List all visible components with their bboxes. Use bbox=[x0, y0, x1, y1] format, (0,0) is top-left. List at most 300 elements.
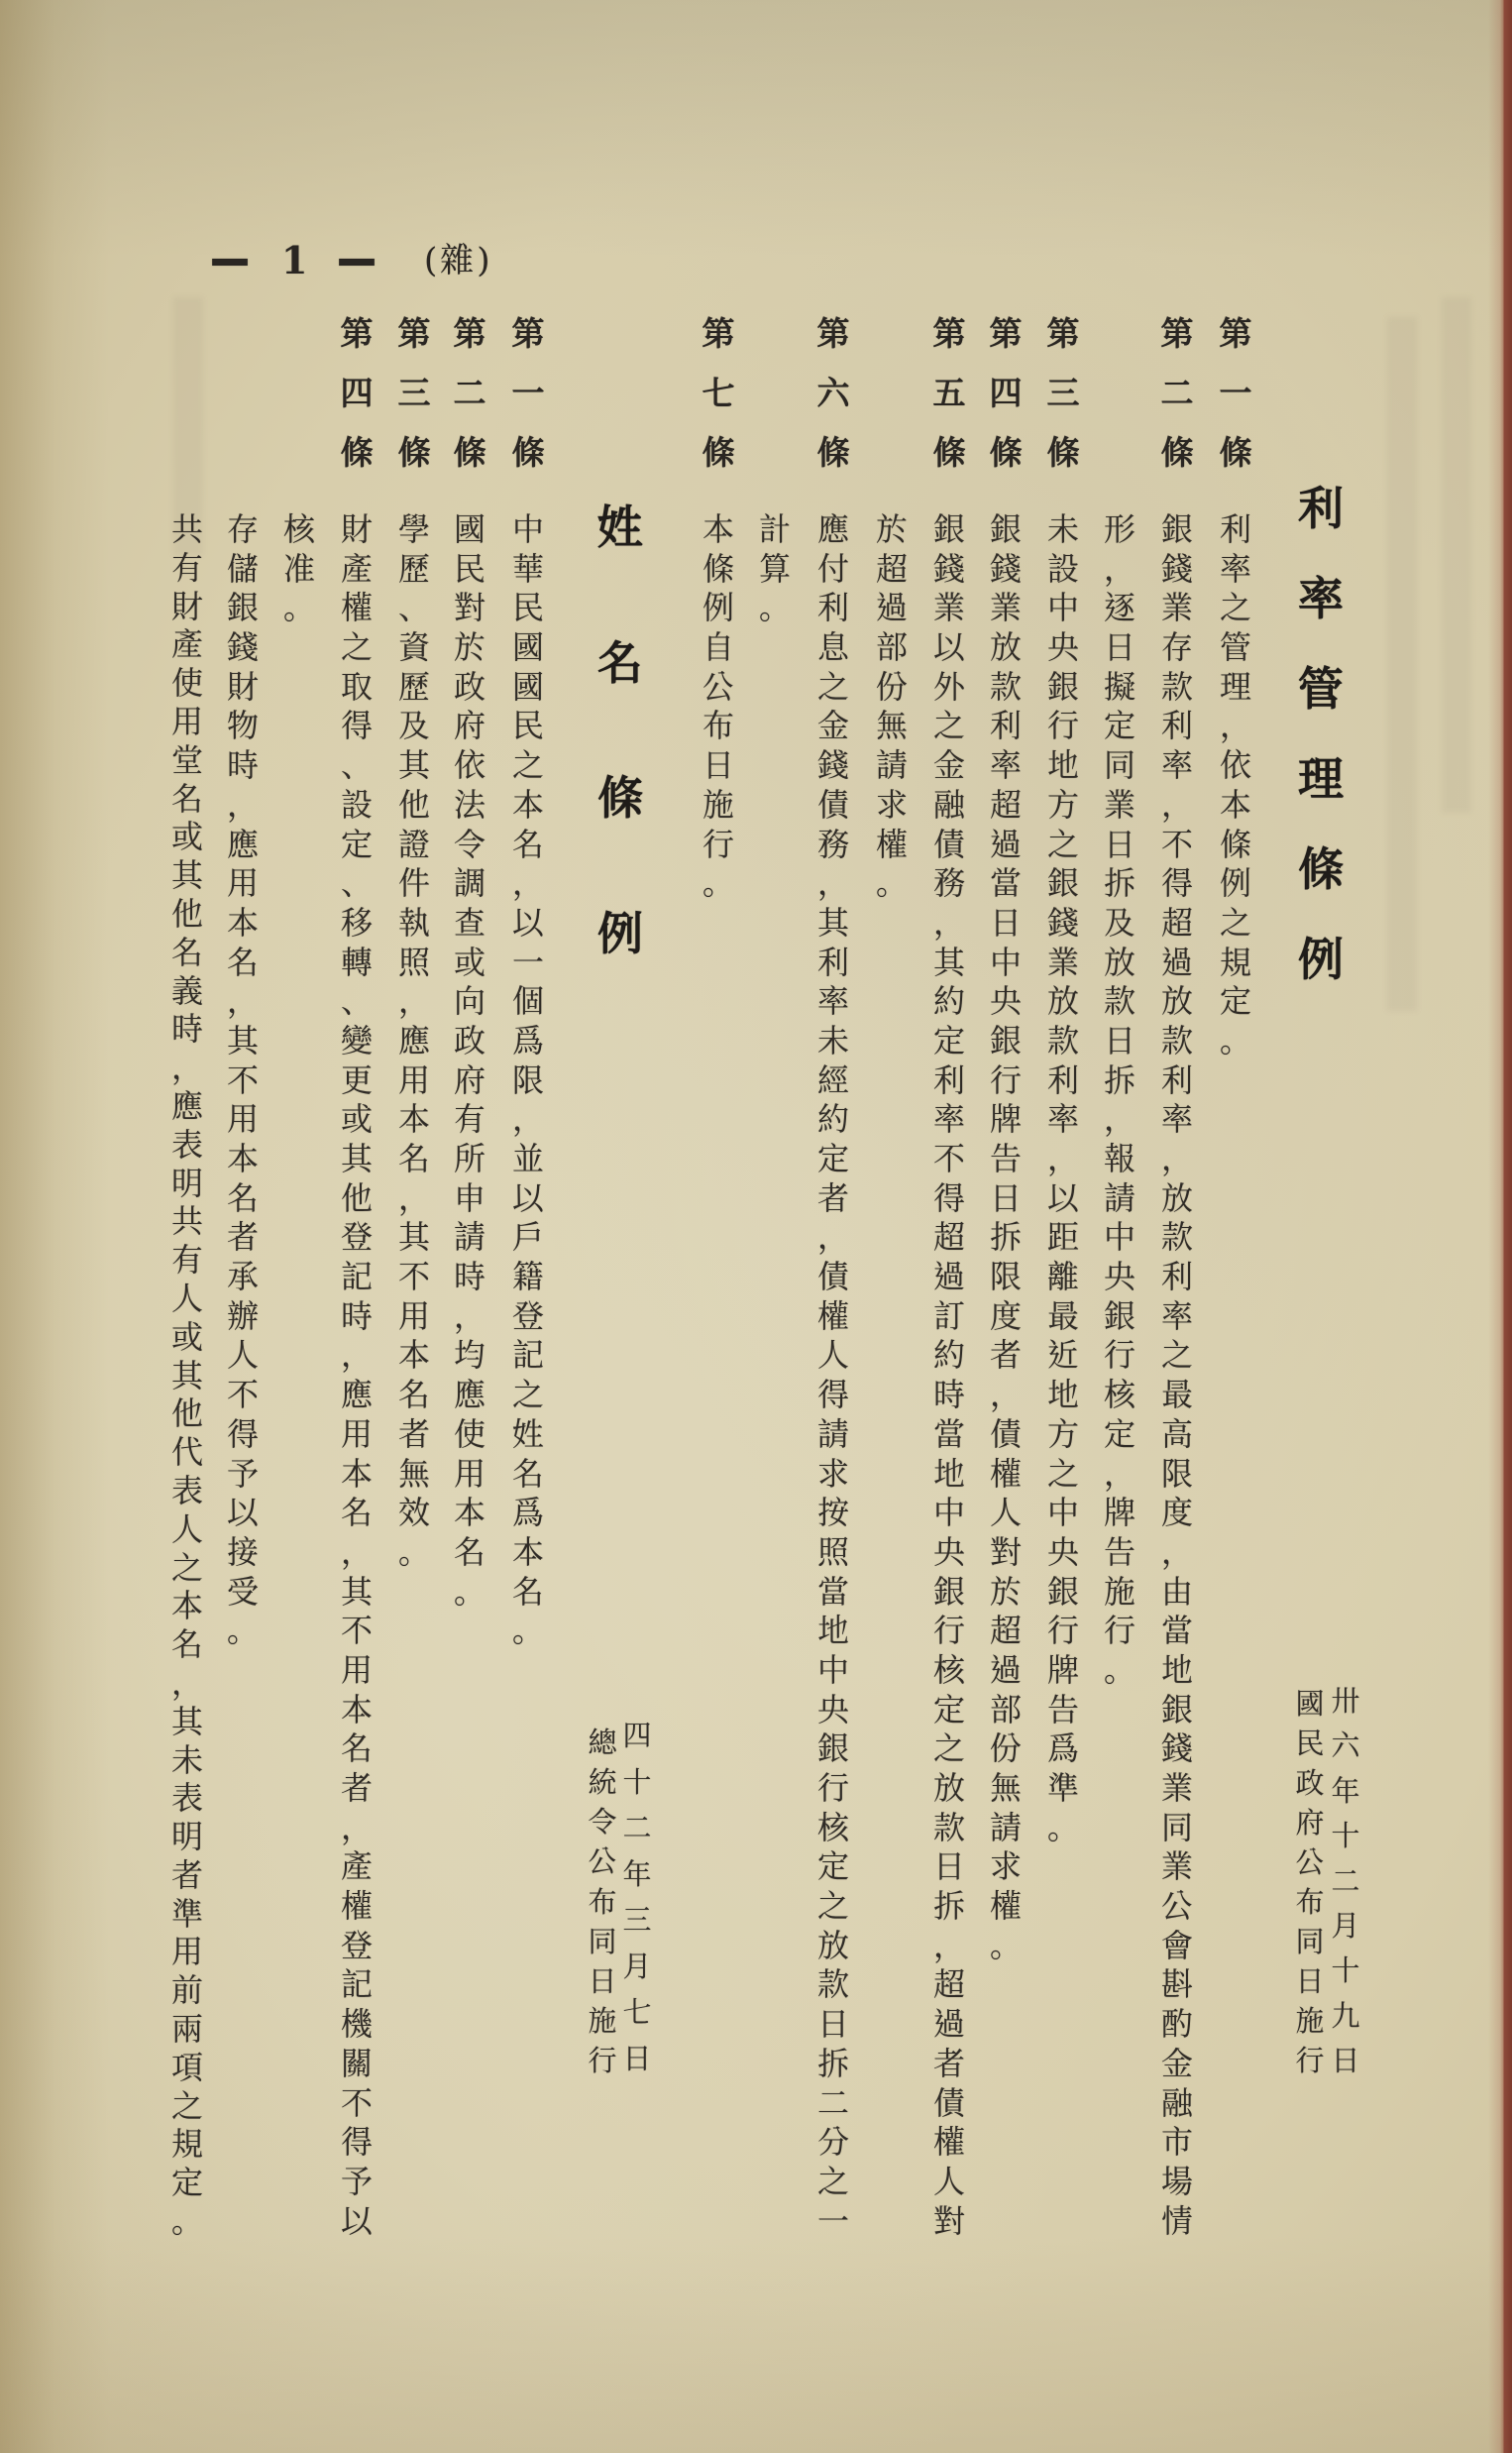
glyph: 求 bbox=[875, 785, 908, 824]
glyph: 金 bbox=[816, 707, 849, 745]
glyph: 定 bbox=[1219, 982, 1251, 1021]
glyph: 款 bbox=[1160, 1021, 1193, 1059]
glyph: 接 bbox=[226, 1532, 259, 1571]
glyph: 名 bbox=[397, 1376, 430, 1414]
glyph: 第 bbox=[1046, 314, 1080, 353]
glyph: 三 bbox=[1046, 374, 1080, 412]
glyph: 公 bbox=[1160, 1887, 1193, 1926]
glyph: 以 bbox=[340, 2201, 373, 2240]
glyph: ， bbox=[511, 1100, 544, 1139]
glyph: 超 bbox=[932, 1965, 965, 2004]
page-edge-binding bbox=[1488, 0, 1512, 2453]
glyph: 名 bbox=[511, 1454, 544, 1493]
glyph: 款 bbox=[932, 1808, 965, 1846]
glyph: 三 bbox=[397, 374, 431, 412]
glyph: 債 bbox=[816, 785, 849, 824]
glyph: 拆 bbox=[816, 2044, 849, 2082]
glyph: 並 bbox=[511, 1140, 544, 1177]
glyph: ， bbox=[1046, 1140, 1079, 1177]
glyph: 或 bbox=[340, 1100, 373, 1139]
glyph: 錢 bbox=[932, 549, 965, 588]
glyph: 未 bbox=[170, 1740, 203, 1779]
promulgation-authority bbox=[585, 1727, 620, 2076]
glyph: 對 bbox=[932, 2201, 965, 2240]
glyph: 公 bbox=[1295, 1845, 1325, 1879]
glyph: 四 bbox=[622, 1719, 652, 1752]
glyph: 月 bbox=[1331, 1908, 1360, 1943]
glyph: 、 bbox=[340, 746, 373, 785]
glyph: 民 bbox=[453, 549, 486, 588]
glyph: 定 bbox=[816, 1847, 849, 1886]
glyph: 所 bbox=[453, 1140, 486, 1177]
glyph: 準 bbox=[1046, 1769, 1079, 1807]
glyph: 令 bbox=[453, 825, 486, 863]
glyph: 條 bbox=[702, 433, 735, 472]
article-5-label bbox=[929, 314, 969, 472]
glyph: 。 bbox=[397, 1532, 430, 1571]
glyph: 過 bbox=[1160, 943, 1193, 981]
glyph: 央 bbox=[1046, 1532, 1079, 1571]
glyph: 央 bbox=[816, 1690, 849, 1728]
glyph: 請 bbox=[453, 1218, 486, 1257]
glyph: 之 bbox=[511, 1376, 544, 1414]
glyph: 最 bbox=[1160, 1376, 1193, 1414]
glyph: 限 bbox=[1160, 1454, 1193, 1493]
glyph: 金 bbox=[932, 746, 965, 785]
glyph: 其 bbox=[170, 1356, 203, 1394]
glyph: ， bbox=[340, 1336, 373, 1375]
glyph: 本 bbox=[397, 1336, 430, 1375]
glyph: 查 bbox=[453, 903, 486, 942]
glyph: 本 bbox=[397, 1100, 430, 1139]
section-category: (雜) bbox=[424, 241, 493, 280]
glyph: 得 bbox=[816, 1376, 849, 1414]
glyph: 條 bbox=[511, 433, 545, 472]
glyph: 定 bbox=[1103, 1414, 1135, 1453]
glyph: 約 bbox=[816, 1100, 849, 1139]
glyph: 名 bbox=[226, 1178, 259, 1217]
glyph: 者 bbox=[932, 2044, 965, 2082]
glyph: 行 bbox=[588, 2044, 617, 2077]
glyph: 自 bbox=[702, 628, 734, 667]
glyph: 未 bbox=[816, 1021, 849, 1059]
glyph: 件 bbox=[397, 864, 430, 903]
article-1-text bbox=[1216, 510, 1255, 1061]
glyph: 權 bbox=[989, 1454, 1022, 1493]
glyph: 。 bbox=[758, 589, 791, 627]
glyph: 二 bbox=[1331, 1863, 1360, 1898]
glyph: ， bbox=[1103, 1454, 1135, 1493]
glyph: 利 bbox=[1219, 510, 1251, 548]
glyph: 對 bbox=[989, 1532, 1022, 1571]
glyph: 以 bbox=[226, 1494, 259, 1532]
glyph: 施 bbox=[588, 2003, 617, 2038]
glyph: 行 bbox=[1103, 1612, 1135, 1650]
glyph: 酌 bbox=[1160, 2005, 1193, 2044]
glyph: 行 bbox=[702, 825, 734, 863]
glyph: 第 bbox=[816, 314, 850, 353]
article-2-label bbox=[450, 314, 489, 472]
glyph: 國 bbox=[1295, 1687, 1325, 1721]
glyph: 不 bbox=[932, 1140, 965, 1177]
glyph: 外 bbox=[932, 667, 965, 706]
glyph: 錢 bbox=[989, 549, 1022, 588]
glyph: 他 bbox=[170, 894, 203, 933]
glyph: 銀 bbox=[989, 1021, 1022, 1059]
glyph: 告 bbox=[1046, 1690, 1079, 1728]
glyph: 姓 bbox=[597, 501, 643, 554]
glyph: 權 bbox=[340, 589, 373, 627]
glyph: 國 bbox=[453, 510, 486, 548]
glyph: 布 bbox=[702, 707, 734, 745]
glyph: 轉 bbox=[340, 943, 373, 981]
glyph: 他 bbox=[170, 1394, 203, 1433]
regulation-title bbox=[593, 501, 648, 960]
glyph: 核 bbox=[816, 1808, 849, 1846]
glyph: 債 bbox=[932, 2083, 965, 2122]
glyph: 利 bbox=[989, 707, 1022, 745]
glyph: 。 bbox=[1103, 1650, 1135, 1689]
article-4-text bbox=[986, 510, 1026, 1965]
glyph: 率 bbox=[1219, 549, 1251, 588]
glyph: 以 bbox=[511, 903, 544, 942]
glyph: 照 bbox=[816, 1532, 849, 1571]
glyph: 告 bbox=[989, 1140, 1022, 1177]
glyph: 名 bbox=[597, 635, 643, 690]
glyph: 中 bbox=[1046, 1494, 1079, 1532]
glyph: 拆 bbox=[1103, 864, 1135, 903]
glyph: ， bbox=[340, 1808, 373, 1846]
glyph: 利 bbox=[1046, 1060, 1079, 1099]
glyph: 爲 bbox=[511, 1494, 544, 1532]
glyph: 方 bbox=[1046, 785, 1079, 824]
glyph: 及 bbox=[1103, 903, 1135, 942]
glyph: 名 bbox=[340, 1494, 373, 1532]
article-2-text bbox=[450, 510, 489, 1612]
glyph: 拆 bbox=[1103, 1060, 1135, 1099]
glyph: 業 bbox=[932, 589, 965, 627]
glyph: 債 bbox=[989, 1414, 1022, 1453]
glyph: 六 bbox=[816, 374, 850, 412]
glyph: 核 bbox=[282, 510, 315, 548]
glyph: 年 bbox=[622, 1856, 652, 1891]
glyph: 放 bbox=[1160, 982, 1193, 1021]
glyph: 予 bbox=[340, 2162, 373, 2200]
glyph: 第 bbox=[511, 314, 545, 353]
glyph: 日 bbox=[622, 2041, 652, 2075]
glyph: 無 bbox=[989, 1769, 1022, 1807]
glyph: 條 bbox=[453, 433, 486, 472]
glyph: 用 bbox=[226, 864, 259, 903]
article-4-label bbox=[337, 314, 377, 472]
glyph: 本 bbox=[170, 1587, 203, 1625]
glyph: 總 bbox=[588, 1726, 617, 1759]
glyph: 率 bbox=[932, 1100, 965, 1139]
glyph: 限 bbox=[989, 1258, 1022, 1296]
glyph: 日 bbox=[588, 1963, 617, 1998]
glyph: 市 bbox=[1160, 2123, 1193, 2162]
glyph: 本 bbox=[511, 785, 544, 824]
glyph: 產 bbox=[340, 549, 373, 588]
glyph: 拆 bbox=[989, 1218, 1022, 1257]
glyph: 銀 bbox=[989, 510, 1022, 548]
glyph: 超 bbox=[875, 549, 908, 588]
glyph: 本 bbox=[226, 903, 259, 942]
glyph: 之 bbox=[1046, 825, 1079, 863]
glyph: 不 bbox=[226, 1060, 259, 1099]
glyph: 調 bbox=[453, 864, 486, 903]
glyph: 款 bbox=[1046, 1021, 1079, 1059]
glyph: 財 bbox=[170, 587, 203, 625]
glyph: 國 bbox=[511, 667, 544, 706]
glyph: 。 bbox=[282, 589, 315, 627]
glyph: ， bbox=[397, 1178, 430, 1217]
glyph: 之 bbox=[816, 2162, 849, 2200]
glyph: 務 bbox=[816, 825, 849, 863]
glyph: 民 bbox=[511, 589, 544, 627]
glyph: 超 bbox=[989, 785, 1022, 824]
glyph: 用 bbox=[226, 1100, 259, 1139]
glyph: 名 bbox=[340, 1729, 373, 1768]
glyph: 地 bbox=[1160, 1650, 1193, 1689]
glyph: 報 bbox=[1103, 1140, 1135, 1177]
glyph: 距 bbox=[1046, 1218, 1079, 1257]
glyph: 利 bbox=[932, 1060, 965, 1099]
glyph: 戶 bbox=[511, 1218, 544, 1257]
glyph: 權 bbox=[816, 1296, 849, 1335]
glyph: 之 bbox=[932, 707, 965, 745]
article-6-text-continued bbox=[755, 510, 795, 628]
glyph: 財 bbox=[226, 667, 259, 706]
glyph: 同 bbox=[1295, 1925, 1325, 1958]
glyph: 登 bbox=[511, 1296, 544, 1335]
glyph: 錢 bbox=[816, 746, 849, 785]
glyph: 核 bbox=[1103, 1376, 1135, 1414]
glyph: 理 bbox=[1298, 752, 1344, 806]
article-4-text-continued bbox=[279, 510, 319, 628]
glyph: 權 bbox=[340, 1887, 373, 1926]
glyph: 第 bbox=[1160, 314, 1194, 353]
glyph: 當 bbox=[816, 1572, 849, 1611]
glyph: 人 bbox=[170, 1509, 203, 1548]
glyph: 會 bbox=[1160, 1926, 1193, 1964]
glyph: 當 bbox=[932, 1414, 965, 1453]
article-6-text bbox=[813, 510, 853, 2241]
glyph: 條 bbox=[597, 771, 643, 826]
glyph: 堂 bbox=[170, 740, 203, 779]
glyph: 不 bbox=[1160, 825, 1193, 863]
header-dash-right: — bbox=[337, 223, 377, 293]
glyph: 當 bbox=[1160, 1612, 1193, 1650]
glyph: 使 bbox=[170, 664, 203, 703]
article-6-label bbox=[813, 314, 853, 472]
article-3-label bbox=[394, 314, 434, 472]
article-4-label bbox=[986, 314, 1026, 472]
glyph: 共 bbox=[170, 1202, 203, 1241]
glyph: 登 bbox=[340, 1218, 373, 1257]
glyph: 名 bbox=[453, 1532, 486, 1571]
glyph: 他 bbox=[340, 1178, 373, 1217]
glyph: 份 bbox=[989, 1729, 1022, 1768]
glyph: 九 bbox=[1331, 1998, 1360, 2033]
glyph: 人 bbox=[170, 1279, 203, 1317]
glyph: 款 bbox=[816, 1965, 849, 2004]
glyph: 無 bbox=[875, 707, 908, 745]
glyph: 部 bbox=[989, 1690, 1022, 1728]
glyph: 不 bbox=[397, 1258, 430, 1296]
glyph: 中 bbox=[816, 1650, 849, 1689]
glyph: ， bbox=[932, 1926, 965, 1964]
promulgation-authority bbox=[1292, 1688, 1328, 2076]
glyph: 行 bbox=[1103, 1336, 1135, 1375]
glyph: 之 bbox=[1219, 589, 1251, 627]
glyph: 放 bbox=[989, 628, 1022, 667]
glyph: 用 bbox=[340, 1414, 373, 1453]
glyph: 定 bbox=[816, 1140, 849, 1177]
glyph: 令 bbox=[588, 1805, 617, 1840]
glyph: 度 bbox=[1160, 1494, 1193, 1532]
glyph: 銀 bbox=[1046, 667, 1079, 706]
glyph: 應 bbox=[170, 1086, 203, 1125]
glyph: 銀 bbox=[1160, 510, 1193, 548]
article-4-paragraph-3 bbox=[167, 510, 207, 2241]
glyph: 第 bbox=[702, 314, 735, 353]
glyph: 地 bbox=[1046, 1376, 1079, 1414]
glyph: 份 bbox=[875, 667, 908, 706]
glyph: 以 bbox=[932, 628, 965, 667]
glyph: 理 bbox=[1219, 667, 1251, 706]
glyph: 變 bbox=[340, 1021, 373, 1059]
glyph: 四 bbox=[340, 374, 374, 412]
glyph: 申 bbox=[453, 1178, 486, 1217]
glyph: 二 bbox=[816, 2083, 849, 2122]
glyph: 。 bbox=[226, 1612, 259, 1650]
glyph: 條 bbox=[702, 549, 734, 588]
glyph: 請 bbox=[816, 1414, 849, 1453]
article-3-text bbox=[1043, 510, 1083, 1847]
glyph: 銀 bbox=[932, 1572, 965, 1611]
glyph: 四 bbox=[989, 374, 1023, 412]
glyph: 表 bbox=[170, 1779, 203, 1818]
glyph: 應 bbox=[397, 1021, 430, 1059]
glyph: 同 bbox=[1103, 746, 1135, 785]
glyph: 第 bbox=[1219, 314, 1252, 353]
glyph: 籍 bbox=[511, 1258, 544, 1296]
glyph: 款 bbox=[1160, 667, 1193, 706]
glyph: 表 bbox=[170, 1471, 203, 1509]
glyph: 放 bbox=[1046, 982, 1079, 1021]
glyph: 情 bbox=[1160, 2201, 1193, 2240]
glyph: 或 bbox=[170, 818, 203, 856]
glyph: 過 bbox=[989, 1650, 1022, 1689]
glyph: 日 bbox=[702, 746, 734, 785]
glyph: 得 bbox=[340, 2123, 373, 2162]
glyph: 二 bbox=[1160, 374, 1194, 412]
glyph: 三 bbox=[622, 1903, 652, 1938]
glyph: 時 bbox=[932, 1376, 965, 1414]
glyph: 過 bbox=[932, 2005, 965, 2044]
glyph: 名 bbox=[170, 1625, 203, 1664]
glyph: 七 bbox=[622, 1995, 652, 2030]
glyph: 有 bbox=[170, 548, 203, 587]
glyph: 產 bbox=[170, 625, 203, 664]
glyph: 名 bbox=[511, 1572, 544, 1611]
glyph: 記 bbox=[340, 1965, 373, 2004]
glyph: 時 bbox=[226, 746, 259, 785]
glyph: 銀 bbox=[1103, 1296, 1135, 1335]
glyph: ， bbox=[511, 864, 544, 903]
glyph: 部 bbox=[875, 628, 908, 667]
glyph: ， bbox=[170, 1663, 203, 1702]
article-1-label bbox=[1216, 314, 1255, 472]
glyph: 爲 bbox=[1046, 1729, 1079, 1768]
glyph: 及 bbox=[397, 707, 430, 745]
glyph: 例 bbox=[1298, 933, 1344, 986]
article-2-text-continued bbox=[1100, 510, 1139, 1691]
glyph: ， bbox=[1219, 707, 1251, 745]
glyph: 歷 bbox=[397, 549, 430, 588]
glyph: 行 bbox=[932, 1612, 965, 1650]
glyph: 用 bbox=[170, 702, 203, 740]
promulgation-date bbox=[1328, 1685, 1363, 2076]
glyph: 業 bbox=[989, 589, 1022, 627]
glyph: 記 bbox=[511, 1336, 544, 1375]
glyph: 高 bbox=[1160, 1414, 1193, 1453]
glyph: 之 bbox=[1219, 903, 1251, 942]
glyph: 度 bbox=[989, 1296, 1022, 1335]
glyph: 錢 bbox=[1160, 549, 1193, 588]
glyph: 明 bbox=[170, 1164, 203, 1202]
glyph: 錢 bbox=[1160, 1729, 1193, 1768]
glyph: 之 bbox=[170, 1548, 203, 1587]
glyph: 之 bbox=[170, 2086, 203, 2125]
glyph: 條 bbox=[1219, 433, 1252, 472]
glyph: 承 bbox=[226, 1258, 259, 1296]
glyph: ， bbox=[226, 982, 259, 1021]
glyph: 求 bbox=[816, 1454, 849, 1493]
glyph: 民 bbox=[511, 707, 544, 745]
glyph: 。 bbox=[875, 864, 908, 903]
glyph: 錢 bbox=[1046, 903, 1079, 942]
glyph: 名 bbox=[511, 825, 544, 863]
glyph: 不 bbox=[226, 1376, 259, 1414]
glyph: 分 bbox=[816, 2123, 849, 2162]
glyph: 時 bbox=[453, 1258, 486, 1296]
glyph: ， bbox=[1103, 549, 1135, 588]
glyph: 求 bbox=[989, 1847, 1022, 1886]
glyph: 定 bbox=[170, 2164, 203, 2202]
glyph: 名 bbox=[170, 933, 203, 971]
glyph: 銀 bbox=[816, 1729, 849, 1768]
glyph: 牌 bbox=[989, 1100, 1022, 1139]
glyph: 央 bbox=[1103, 1258, 1135, 1296]
glyph: 施 bbox=[702, 785, 734, 824]
page-number: 1 bbox=[281, 238, 308, 282]
glyph: 例 bbox=[597, 906, 643, 960]
glyph: 者 bbox=[340, 1769, 373, 1807]
glyph: 條 bbox=[989, 433, 1023, 472]
glyph: 月 bbox=[622, 1949, 652, 1983]
glyph: ， bbox=[1160, 785, 1193, 824]
glyph: 姓 bbox=[511, 1414, 544, 1453]
glyph: 十 bbox=[1331, 1819, 1360, 1853]
glyph: 人 bbox=[932, 2162, 965, 2200]
glyph: 、 bbox=[340, 864, 373, 903]
glyph: 銀 bbox=[1046, 864, 1079, 903]
glyph: 條 bbox=[340, 433, 374, 472]
glyph: 登 bbox=[340, 1926, 373, 1964]
glyph: 業 bbox=[1160, 1847, 1193, 1886]
